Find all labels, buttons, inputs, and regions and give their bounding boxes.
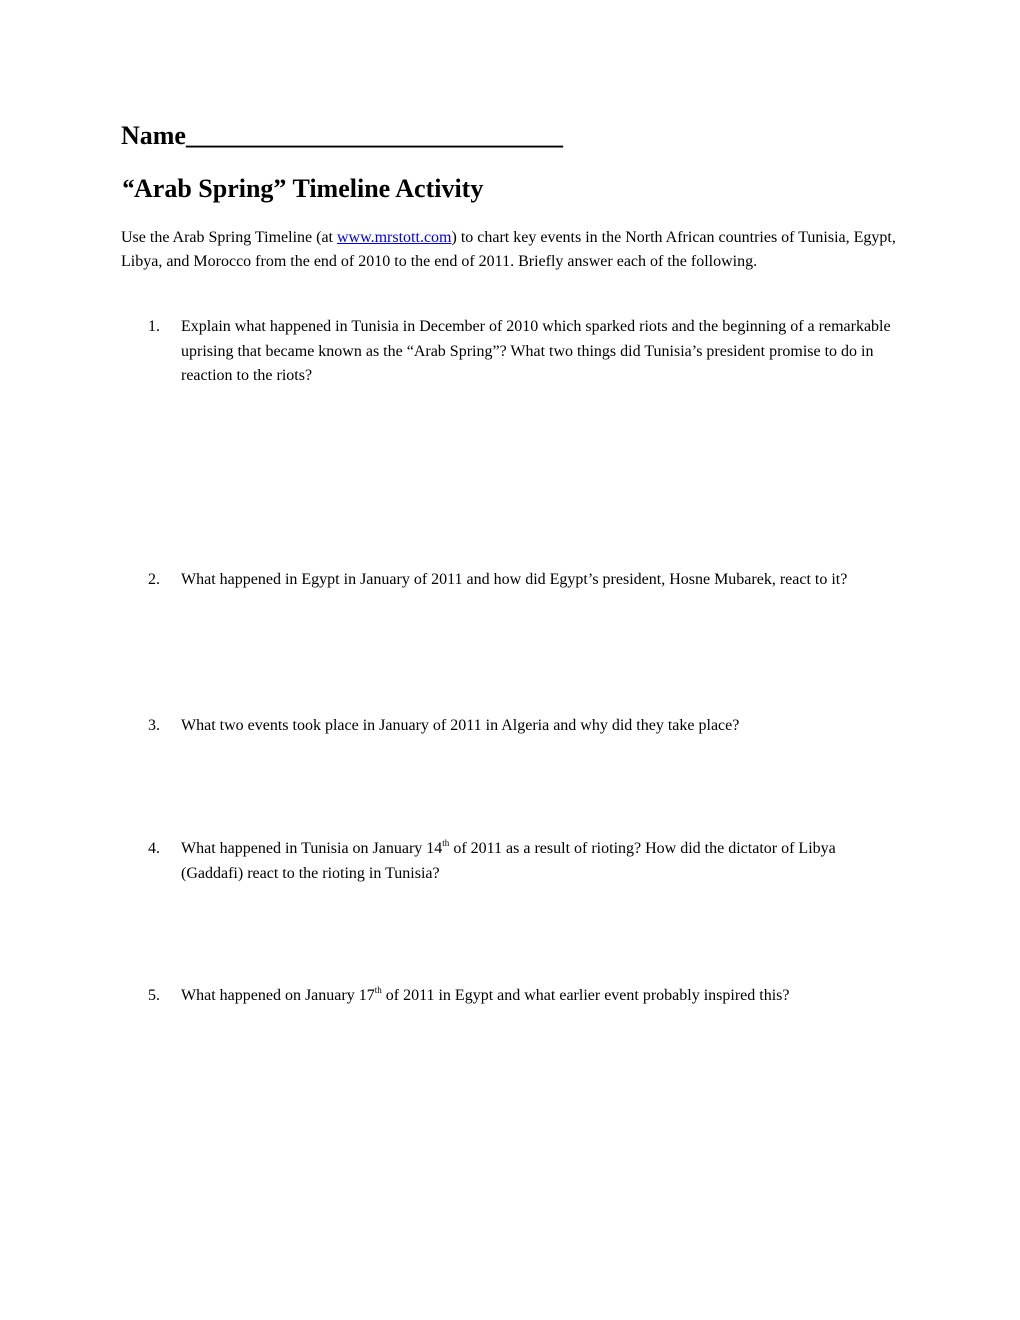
page-title [121, 171, 483, 207]
question-number: 1. [148, 318, 160, 335]
question-text [181, 984, 900, 1009]
name-label: Name [121, 121, 186, 150]
question-text-before-sup: What happened in Tunisia on January 14 [181, 840, 443, 857]
question-3 [148, 714, 900, 739]
question-number: 5. [148, 987, 160, 1004]
question-text: What happened in Egypt in January of 2011 and how did Egypt’s president, Hosne Mubarek, react to it? [181, 571, 848, 588]
timeline-link[interactable]: www.mrstott.com [336, 229, 452, 246]
question-4 [148, 837, 900, 886]
question-text [181, 837, 900, 886]
title-open-quote: “ [121, 174, 134, 203]
intro-text-before-link: Use the Arab Spring Timeline (at [121, 229, 337, 246]
question-number: 4. [148, 840, 160, 857]
intro-text-after-link: ) to chart key events in the North African countries of Tunisia, Egypt, Libya, and Morocco from the end of 2010 to the end of 2011. Briefly answer each of the following. [121, 229, 896, 270]
question-text-after-sup: of 2011 as a result of rioting? How did the dictator of Libya (Gaddafi) react to the rioting in Tunisia? [181, 840, 836, 882]
question-2 [148, 568, 900, 593]
name-blank[interactable]: _____________________________ [185, 121, 563, 150]
ordinal-suffix: th [442, 838, 450, 848]
question-1 [148, 315, 900, 389]
name-field-line [121, 118, 563, 154]
question-text: Explain what happened in Tunisia in December of 2010 which sparked riots and the beginning of a remarkable uprising that became known as the “Arab Spring”? What two things did Tunisia’s president promise to do in reaction to the riots? [181, 318, 891, 384]
question-text-after-sup: of 2011 in Egypt and what earlier event probably inspired this? [381, 987, 790, 1004]
question-number: 2. [148, 571, 160, 588]
question-text: What two events took place in January of 2011 in Algeria and why did they take place? [181, 717, 740, 734]
ordinal-suffix: th [374, 985, 382, 995]
question-text-before-sup: What happened on January 17 [181, 987, 375, 1004]
title-text: Arab Spring” Timeline Activity [134, 174, 484, 203]
intro-paragraph [121, 226, 901, 274]
question-number: 3. [148, 717, 160, 734]
question-5 [148, 984, 900, 1009]
